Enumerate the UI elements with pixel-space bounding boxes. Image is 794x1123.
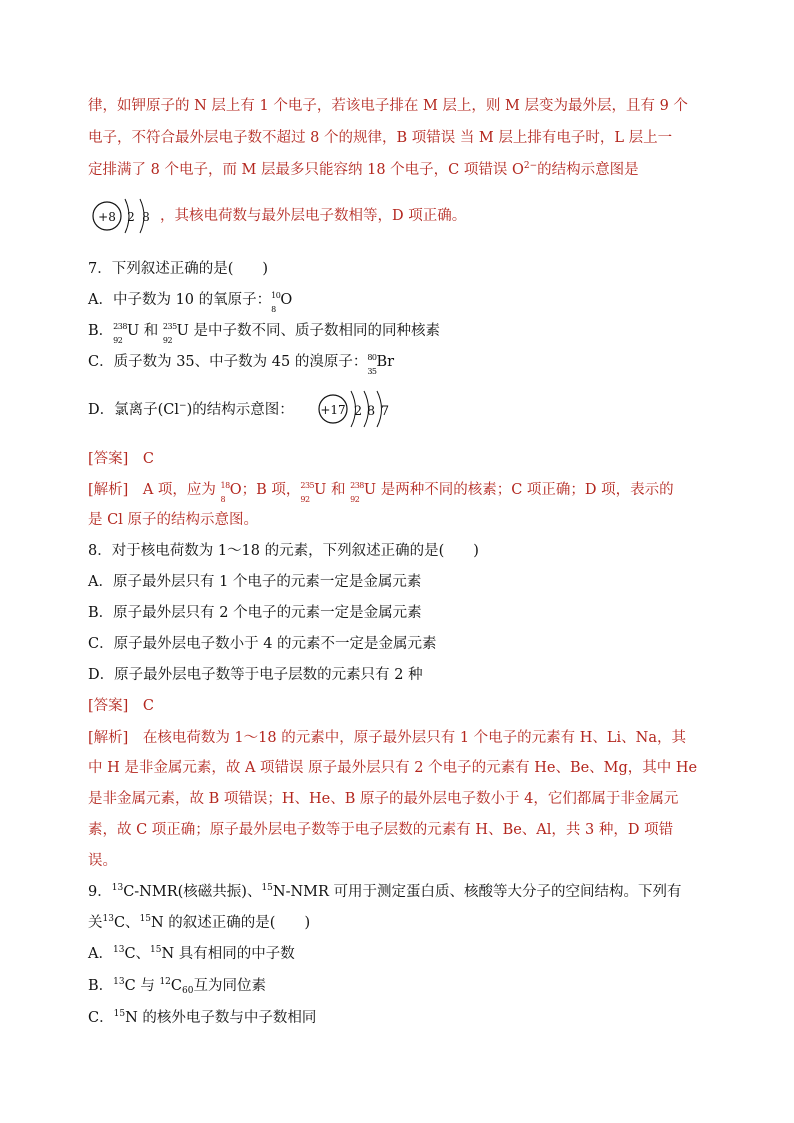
q7-analysis-line-1: [解析] A 项，应为 $^{18}$ 8 O；B 项，$^{235}$ 92 U 和 $^{238}$ 92 U 是两种不同的核素；C 项正确；D 项，表示的 — [88, 481, 674, 504]
q8-analysis-line-5: 误。 — [88, 853, 117, 869]
q8-analysis-line-1: [解析] 在核电荷数为 1～18 的元素中，原子最外层只有 1 个电子的元素有 H、Li、Na，其 — [88, 730, 687, 746]
q8-stem: 8．对于核电荷数为 1～18 的元素，下列叙述正确的是( ) — [88, 543, 479, 559]
q6-analysis-line-4: ，其核电荷数与最外层电子数相等，D 项正确。 — [160, 208, 467, 224]
q7-option-c: C．质子数为 35、中子数为 45 的溴原子：$^{80}$ 35 Br — [88, 353, 395, 376]
q8-option-c: C．原子最外层电子数小于 4 的元素不一定是金属元素 — [88, 636, 437, 652]
q7-option-d: D．氯离子(Cl−)的结构示意图： — [88, 401, 294, 418]
q9-option-b: B．$^{13}$C 与 $^{12}C_{60}$互为同位素 — [88, 977, 266, 996]
q9-stem-line-2: 关$^{13}$C、$^{15}$N 的叙述正确的是( ) — [88, 914, 311, 931]
q6-analysis-line-1: 律，如钾原子的 N 层上有 1 个电子，若该电子排在 M 层上，则 M 层变为最外层，且有 9 个 — [88, 98, 688, 114]
q7-answer: [答案] C — [88, 451, 154, 467]
q6-analysis-line-2: 电子，不符合最外层电子数不超过 8 个的规律，B 项错误 当 M 层上排有电子时，L 层上一 — [88, 130, 673, 146]
q8-answer: [答案] C — [88, 698, 154, 714]
cl-shell-3: 7 — [380, 404, 390, 419]
q9-option-c: C．$^{15}$N 的核外电子数与中子数相同 — [88, 1009, 317, 1026]
q8-analysis-line-3: 是非金属元素，故 B 项错误；H、He、B 原子的最外层电子数小于 4，它们都属于非金属元 — [88, 791, 679, 807]
q9-option-a: A．$^{13}$C、$^{15}$N 具有相同的中子数 — [88, 945, 295, 962]
q8-analysis-line-4: 素，故 C 项正确；原子最外层电子数等于电子层数的元素有 H、Be、Al，共 3 种，D 项错 — [88, 822, 674, 838]
q8-analysis-line-2: 中 H 是非金属元素，故 A 项错误 原子最外层只有 2 个电子的元素有 He、Be、Mg，其中 He — [88, 760, 698, 776]
q7-option-a: A．中子数为 10 的氧原子：$^{10}$ 8 O — [88, 291, 293, 314]
cl-nucleus-label: +17 — [320, 403, 346, 417]
q6-analysis-line-3: 定排满了 8 个电子，而 M 层最多只能容纳 18 个电子，C 项错误 $O^{2-}$的结构示意图是 — [88, 161, 639, 178]
cl-shell-2: 8 — [366, 404, 376, 419]
o-nucleus-label: +8 — [98, 210, 116, 224]
o-shell-2: 8 — [142, 210, 150, 224]
q7-option-b: B．$^{238}$ 92 U 和 $^{235}$ 92 U 是中子数不同、质子数相同的同种核素 — [88, 322, 440, 345]
q8-option-a: A．原子最外层只有 1 个电子的元素一定是金属元素 — [88, 574, 422, 590]
q7-stem: 7．下列叙述正确的是( ) — [88, 261, 269, 277]
chlorine-structure-diagram — [316, 385, 400, 433]
q8-option-b: B．原子最外层只有 2 个电子的元素一定是金属元素 — [88, 605, 422, 621]
cl-shell-1: 2 — [353, 404, 363, 419]
oxygen-ion-structure-diagram — [88, 193, 160, 239]
q8-option-d: D．原子最外层电子数等于电子层数的元素只有 2 种 — [88, 667, 423, 683]
q9-stem-line-1: 9．$^{13}$C-NMR(核磁共振)、$^{15}$N-NMR 可用于测定蛋白质、核酸等大分子的空间结构。下列有 — [88, 883, 682, 900]
q7-analysis-line-2: 是 Cl 原子的结构示意图。 — [88, 512, 258, 528]
o-shell-1: 2 — [127, 210, 135, 224]
